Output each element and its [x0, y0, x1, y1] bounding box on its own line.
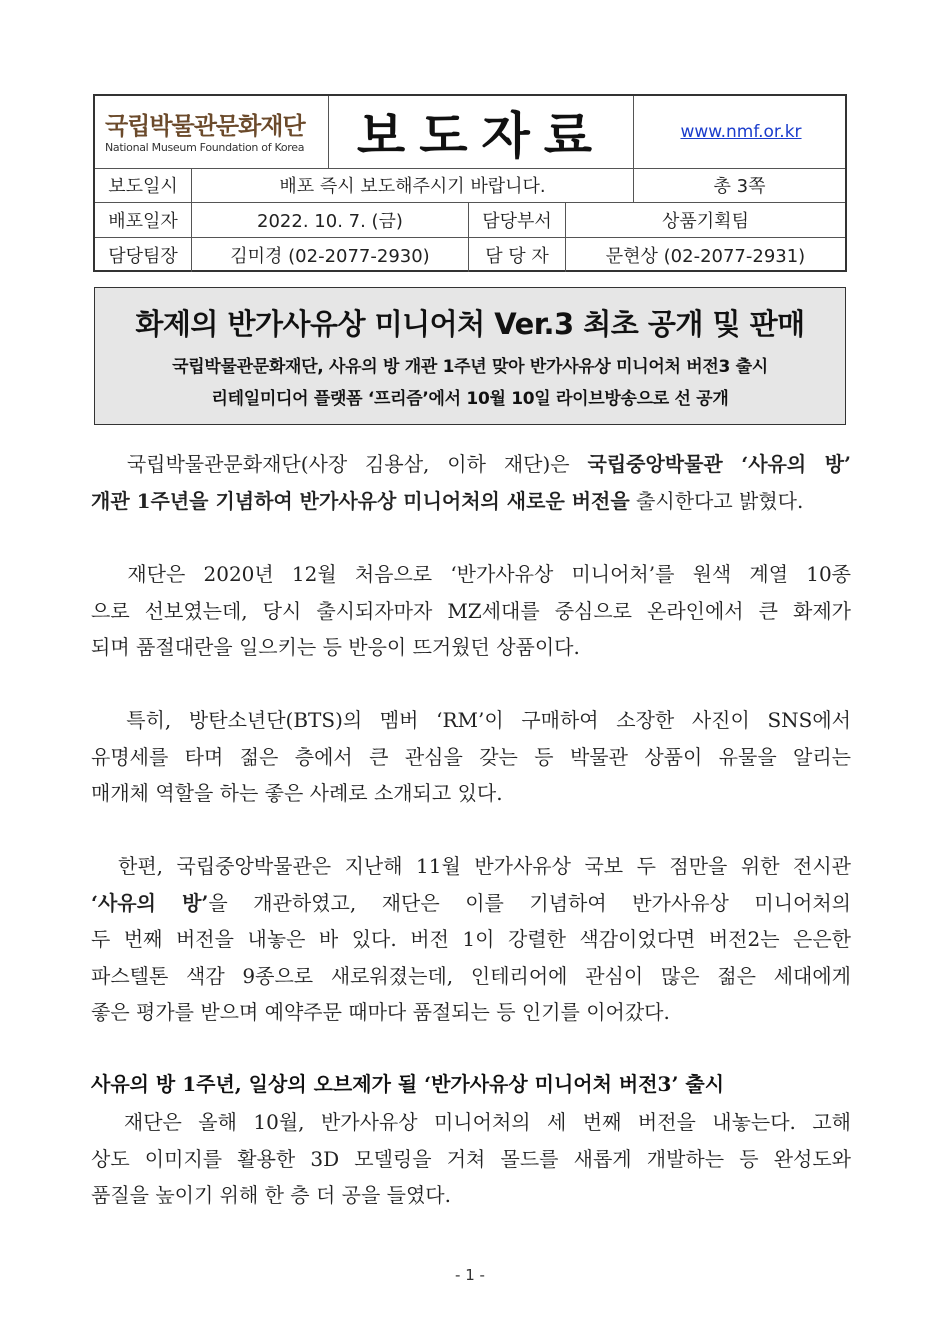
paragraph-2 [91, 556, 851, 666]
distribution-date-label: 배포일자 [108, 211, 178, 232]
manager-value: 문현상 (02-2077-2931) [605, 246, 806, 267]
department-value: 상품기획팀 [662, 211, 749, 232]
p1-line2-bold: 개관 1주년을 기념하여 반가사유상 미니어처의 새로운 버전을 [91, 488, 630, 513]
headline-title: 화제의 반가사유상 미니어처 Ver.3 최초 공개 및 판매 [135, 307, 805, 341]
report-date-label: 보도일시 [108, 176, 178, 197]
p1-line1-bold: 국립중앙박물관 ‘사유의 방’ [587, 452, 851, 476]
p4-line5: 좋은 평가를 받으며 예약주문 때마다 품절되는 등 인기를 이어갔다. [91, 1000, 670, 1025]
paragraph-1 [91, 446, 851, 519]
press-release-header-table [93, 94, 847, 272]
org-name-korean: 국립박물관문화재단 [105, 112, 305, 140]
p2-line1: 재단은 2020년 12월 처음으로 ‘반가사유상 미니어처’를 원색 계열 10종 [91, 562, 851, 586]
headline-subtitle-1: 국립박물관문화재단, 사유의 방 개관 1주년 맞아 반가사유상 미니어처 버전3 출시 [172, 357, 768, 377]
document-title: 보도자료 [356, 107, 607, 165]
manager-label: 담 당 자 [485, 246, 549, 267]
p1-line2-text: 출시한다고 밝혔다. [629, 488, 804, 513]
p2-line2: 으로 선보였는데, 당시 출시되자마자 MZ세대를 중심으로 온라인에서 큰 화제가 [91, 598, 851, 623]
p4-line1: 한편, 국립중앙박물관은 지난해 11월 반가사유상 국보 두 점만을 위한 전시관 [91, 854, 851, 878]
p4-line4: 파스텔톤 색감 9종으로 새로워졌는데, 인테리어에 관심이 많은 젊은 세대에게 [91, 963, 851, 988]
p3-line1: 특히, 방탄소년단(BTS)의 멤버 ‘RM’이 구매하여 소장한 사진이 SNS에서 [91, 708, 851, 732]
section-subheading: 사유의 방 1주년, 일상의 오브제가 될 ‘반가사유상 미니어처 버전3’ 출시 [91, 1072, 725, 1096]
team-lead-label: 담당팀장 [108, 246, 178, 267]
headline-subtitle-2: 리테일미디어 플랫폼 ‘프리즘’에서 10월 10일 라이브방송으로 선 공개 [211, 389, 729, 409]
paragraph-3 [91, 702, 851, 812]
paragraph-4 [91, 848, 851, 1031]
p2-line3: 되며 품절대란을 일으키는 등 반응이 뜨거웠던 상품이다. [91, 635, 580, 660]
p4-line2-text: 을 개관하였고, 재단은 이를 기념하여 반가사유상 미니어처의 [208, 890, 851, 915]
page-number: - 1 - [455, 1266, 485, 1284]
p3-line2: 유명세를 타며 젊은 층에서 큰 관심을 갖는 등 박물관 상품이 유물을 알리는 [91, 744, 851, 769]
department-label: 담당부서 [482, 211, 552, 232]
p1-line1-text: 국립박물관문화재단(사장 김용삼, 이하 재단)은 [91, 452, 588, 476]
team-lead-value: 김미경 (02-2077-2930) [230, 246, 430, 267]
headline-box [94, 287, 846, 425]
p5-line1: 재단은 올해 10월, 반가사유상 미니어처의 세 번째 버전을 내놓는다. 고해 [91, 1110, 851, 1134]
org-name-english: National Museum Foundation of Korea [105, 141, 305, 154]
p5-line3: 품질을 높이기 위해 한 층 더 공을 들였다. [91, 1183, 451, 1208]
website-link[interactable]: www.nmf.or.kr [680, 122, 802, 142]
p5-line2: 상도 이미지를 활용한 3D 모델링을 거쳐 몰드를 새롭게 개발하는 등 완성도와 [91, 1146, 851, 1171]
paragraph-5 [91, 1104, 851, 1214]
p4-line2-bold: ‘사유의 방’ [91, 890, 209, 915]
report-date-value: 배포 즉시 보도해주시기 바랍니다. [279, 176, 546, 197]
p4-line3: 두 번째 버전을 내놓은 바 있다. 버전 1이 강렬한 색감이었다면 버전2는 은은한 [91, 927, 851, 952]
distribution-date-value: 2022. 10. 7. (금) [257, 211, 403, 232]
p3-line3: 매개체 역할을 하는 좋은 사례로 소개되고 있다. [91, 781, 503, 806]
page-count: 총 3쪽 [713, 176, 766, 197]
